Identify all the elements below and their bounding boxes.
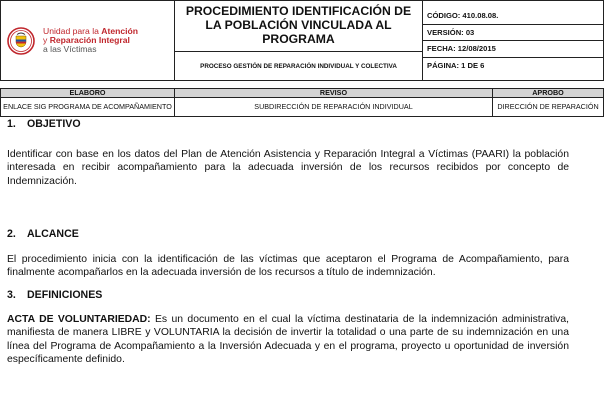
elaboro-value: ENLACE SIG PROGRAMA DE ACOMPAÑAMIENTO <box>1 98 175 117</box>
aprobo-value: DIRECCIÓN DE REPARACIÓN <box>493 98 604 117</box>
section-title: DEFINICIONES <box>27 289 103 301</box>
process-name: PROCESO GESTIÓN DE REPARACIÓN INDIVIDUAL Y COLECTIVA <box>200 63 397 70</box>
aprobo-label: APROBO <box>493 89 604 98</box>
org-line2-prefix: y <box>43 35 50 45</box>
section-text-alcance: El procedimiento inicia con la identificación de las víctimas que aceptaron el Programa de Acompañamiento, para finalmente acompañarlos en la adecuada inversión de los recursos a título de indemnización. <box>7 254 569 279</box>
document-date: FECHA: 12/08/2015 <box>423 41 603 58</box>
org-line3: a las Víctimas <box>43 44 97 54</box>
definition-term: ACTA DE VOLUNTARIEDAD: <box>7 314 151 325</box>
definition-text: Es un documento en el cual la víctima destinataria de la indemnización administrativa, manifiesta de manera LIBRE y VOLUNTARIA la decisión de invertir la totalidad o una parte de su indemnización en una línea del Programa de Acompañamiento a la Inversión Adecuada y en el programa, proyecto u oportunidad de inversión específicamente definido. <box>7 314 569 366</box>
org-line1-emphasis: Atención <box>101 26 139 36</box>
document-header <box>0 0 604 81</box>
coat-of-arms-icon <box>7 27 35 55</box>
approval-table <box>0 88 604 117</box>
section-number: 3. <box>7 289 16 301</box>
organization-logo-text <box>43 27 138 54</box>
section-number: 1. <box>7 118 16 130</box>
document-title: PROCEDIMIENTO IDENTIFICACIÓN DE LA POBLACIÓN VINCULADA AL PROGRAMA <box>175 1 422 52</box>
section-heading-objetivo <box>7 118 81 130</box>
section-heading-alcance <box>7 228 79 240</box>
elaboro-label: ELABORO <box>1 89 175 98</box>
document-version: VERSIÓN: 03 <box>423 25 603 42</box>
org-line2-emphasis: Reparación Integral <box>49 35 130 45</box>
metadata-cell <box>423 1 604 81</box>
section-text-definiciones <box>7 313 569 367</box>
reviso-value: SUBDIRECCIÓN DE REPARACIÓN INDIVIDUAL <box>175 98 493 117</box>
reviso-label: REVISO <box>175 89 493 98</box>
section-title: ALCANCE <box>27 228 79 240</box>
logo-cell <box>1 1 175 81</box>
section-text-objetivo: Identificar con base en los datos del Plan de Atención Asistencia y Reparación Integral a Víctimas (PAARI) la población interesada en recibir acompañamiento para la adecuada inversión de los recursos recibidos por concepto de Indemnización. <box>7 149 569 187</box>
section-heading-definiciones <box>7 289 102 301</box>
title-cell <box>175 1 423 81</box>
section-title: OBJETIVO <box>27 118 81 130</box>
document-code: CÓDIGO: 410.08.08. <box>423 8 603 25</box>
document-page-number: PÁGINA: 1 DE 6 <box>427 60 485 70</box>
org-line1-prefix: Unidad para la <box>43 26 102 36</box>
section-number: 2. <box>7 228 16 240</box>
